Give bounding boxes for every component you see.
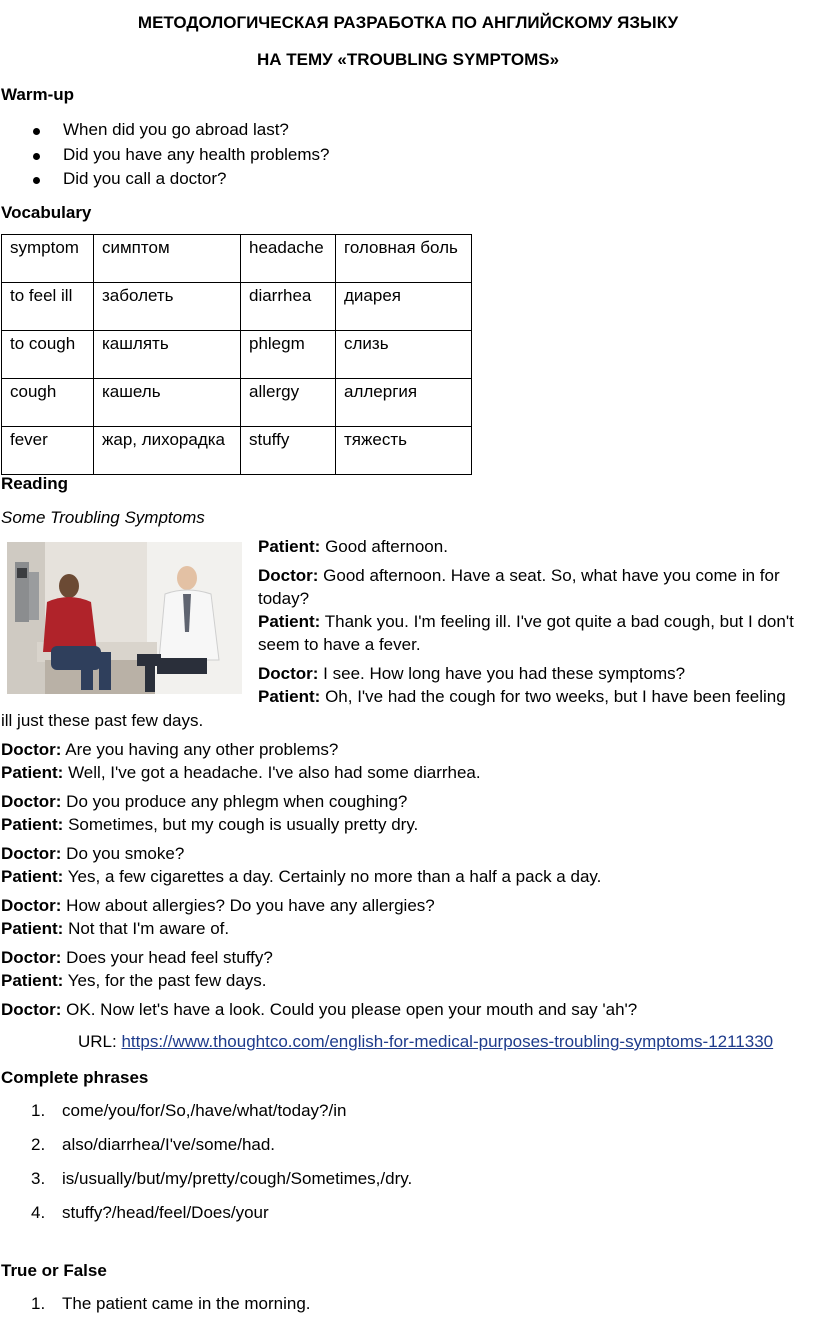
table-cell: заболеть	[94, 283, 241, 331]
document-title-line-1: МЕТОДОЛОГИЧЕСКАЯ РАЗРАБОТКА ПО АНГЛИЙСКОМУ ЯЗЫКУ	[137, 13, 679, 32]
table-cell: кашлять	[94, 331, 241, 379]
doctor-patient-photo	[7, 542, 242, 694]
dialogue-line: Doctor: OK. Now let's have a look. Could you please open your mouth and say 'ah'?	[1, 1000, 638, 1019]
url-label: URL:	[78, 1032, 117, 1051]
dialogue-line: Patient: Yes, for the past few days.	[1, 971, 267, 990]
table-cell: cough	[2, 379, 94, 427]
table-cell: жар, лихорадка	[94, 427, 241, 475]
table-cell: диарея	[336, 283, 472, 331]
dialogue-line: Patient: Sometimes, but my cough is usually pretty dry.	[1, 815, 419, 834]
dialogue-line: Patient: Well, I've got a headache. I've also had some diarrhea.	[1, 763, 481, 782]
vocabulary-heading: Vocabulary	[1, 203, 92, 222]
table-cell: головная боль	[336, 235, 472, 283]
dialogue-line: ill just these past few days.	[1, 711, 204, 730]
reading-heading: Reading	[1, 474, 69, 493]
table-cell: diarrhea	[241, 283, 336, 331]
bullet-icon	[33, 128, 40, 135]
table-row	[2, 379, 472, 427]
reading-subtitle: Some Troubling Symptoms	[1, 508, 205, 527]
table-cell: тяжесть	[336, 427, 472, 475]
table-cell: allergy	[241, 379, 336, 427]
dialogue-line: Patient: Good afternoon.	[258, 537, 448, 556]
dialogue-line: Doctor: Do you smoke?	[1, 844, 185, 863]
dialogue-line: Doctor: Do you produce any phlegm when coughing?	[1, 792, 408, 811]
dialogue-line: Patient: Yes, a few cigarettes a day. Certainly no more than a half a pack a day.	[1, 867, 602, 886]
source-url	[78, 1032, 773, 1052]
complete-phrases-heading: Complete phrases	[1, 1068, 149, 1087]
table-row	[2, 235, 472, 283]
source-link[interactable]: https://www.thoughtco.com/english-for-medical-purposes-troubling-symptoms-1211330	[121, 1032, 774, 1051]
document-title-line-2: НА ТЕМУ «TROUBLING SYMPTOMS»	[256, 50, 560, 69]
dialogue-line: Doctor: Are you having any other problems?	[1, 740, 339, 759]
table-cell: to cough	[2, 331, 94, 379]
dialogue-line: Doctor: Does your head feel stuffy?	[1, 948, 273, 967]
dialogue-line: Doctor: Good afternoon. Have a seat. So, what have you come in for	[258, 566, 780, 585]
vocabulary-table	[1, 234, 472, 475]
table-cell: симптом	[94, 235, 241, 283]
table-row	[2, 331, 472, 379]
table-cell: stuffy	[241, 427, 336, 475]
table-cell: symptom	[2, 235, 94, 283]
table-cell: fever	[2, 427, 94, 475]
dialogue-line: Doctor: How about allergies? Do you have any allergies?	[1, 896, 435, 915]
dialogue-line: Patient: Not that I'm aware of.	[1, 919, 230, 938]
true-false-heading: True or False	[1, 1261, 107, 1280]
bullet-icon	[33, 153, 40, 160]
warmup-heading: Warm-up	[1, 85, 75, 104]
table-cell: кашель	[94, 379, 241, 427]
dialogue-line: seem to have a fever.	[258, 635, 421, 654]
dialogue-line: Patient: Oh, I've had the cough for two weeks, but I have been feeling	[258, 687, 786, 706]
bullet-icon	[33, 177, 40, 184]
table-cell: phlegm	[241, 331, 336, 379]
dialogue-line: today?	[258, 589, 310, 608]
table-cell: аллергия	[336, 379, 472, 427]
dialogue-line: Doctor: I see. How long have you had these symptoms?	[258, 664, 686, 683]
table-row	[2, 427, 472, 475]
table-cell: слизь	[336, 331, 472, 379]
table-cell: headache	[241, 235, 336, 283]
dialogue-line: Patient: Thank you. I'm feeling ill. I've got quite a bad cough, but I don't	[258, 612, 794, 631]
table-cell: to feel ill	[2, 283, 94, 331]
table-row	[2, 283, 472, 331]
